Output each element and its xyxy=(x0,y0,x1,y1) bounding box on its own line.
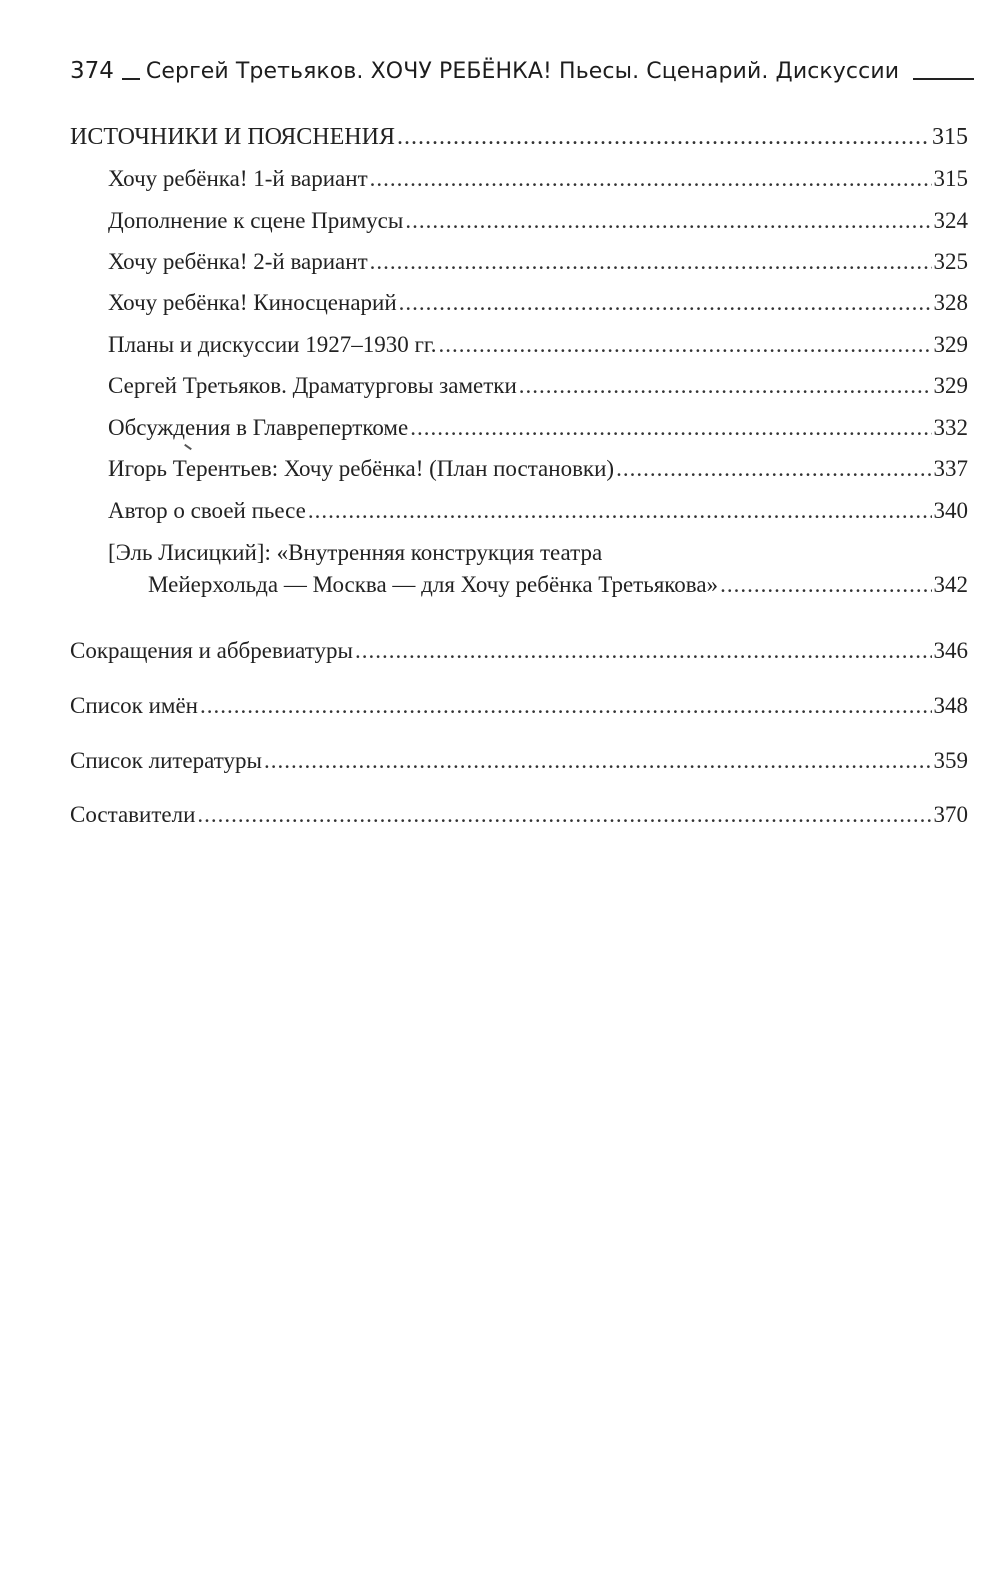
toc-entry-sources xyxy=(70,122,968,152)
print-mark xyxy=(184,444,192,450)
toc-entry-primus-addition xyxy=(108,206,968,236)
toc-entry-compilers xyxy=(70,800,968,830)
toc-entry-page: 324 xyxy=(933,208,968,233)
toc-entry-label: Список литературы xyxy=(70,748,262,773)
toc-entry-label: Дополнение к сцене Примусы xyxy=(108,208,404,233)
toc-entry-label: Хочу ребёнка! 1-й вариант xyxy=(108,166,368,191)
dot-leader xyxy=(405,206,931,236)
dot-leader xyxy=(720,570,931,600)
toc-entry-page: 359 xyxy=(933,748,968,773)
toc-entry-label: Автор о своей пьесе xyxy=(108,498,306,523)
dot-leader xyxy=(264,746,932,776)
page-number: 374 xyxy=(70,58,114,84)
toc-entry-label: Список имён xyxy=(70,693,198,718)
toc-entry-page: 328 xyxy=(933,290,968,315)
toc-entry-author-about-play xyxy=(108,496,968,526)
dot-leader xyxy=(397,122,930,152)
header-separator xyxy=(122,78,140,80)
toc-entry-page: 329 xyxy=(933,332,968,357)
toc-entry-page: 340 xyxy=(933,498,968,523)
toc-entry-page: 337 xyxy=(933,456,968,481)
dot-leader xyxy=(399,288,932,318)
dot-leader xyxy=(616,454,931,484)
toc-entry-page: 370 xyxy=(933,802,968,827)
dot-leader xyxy=(519,371,932,401)
toc-entry-page: 346 xyxy=(933,638,968,663)
toc-entry-plans-discussions xyxy=(108,330,968,360)
toc-entry-variant-2 xyxy=(108,247,968,277)
toc-entry-lissitzky xyxy=(148,570,968,600)
toc-entry-terentyev-plan xyxy=(108,454,968,484)
dot-leader xyxy=(355,636,932,666)
toc-entry-bibliography xyxy=(70,746,968,776)
dot-leader xyxy=(370,247,932,277)
toc-entry-variant-1 xyxy=(108,164,968,194)
dot-leader xyxy=(370,164,932,194)
toc-entry-dramaturg-notes xyxy=(108,371,968,401)
toc-entry-screenplay xyxy=(108,288,968,318)
dot-leader xyxy=(200,691,932,721)
toc-entry-page: 348 xyxy=(933,693,968,718)
header-rule xyxy=(913,78,974,80)
running-title: Сергей Третьяков. ХОЧУ РЕБЁНКА! Пьесы. Сценарий. Дискуссии xyxy=(145,59,900,84)
toc-entry-label: Сергей Третьяков. Драматурговы заметки xyxy=(108,373,517,398)
toc-entry-name-index xyxy=(70,691,968,721)
toc-entry-label: Сокращения и аббревиатуры xyxy=(70,638,353,663)
running-header xyxy=(70,58,974,94)
toc-entry-label: ИСТОЧНИКИ И ПОЯСНЕНИЯ xyxy=(70,124,395,150)
toc-entry-page: 315 xyxy=(933,166,968,191)
dot-leader xyxy=(439,330,932,360)
toc-entry-label: Игорь Терентьев: Хочу ребёнка! (План постановки) xyxy=(108,456,615,481)
toc-entry-page: 332 xyxy=(933,415,968,440)
dot-leader xyxy=(308,496,932,526)
toc-entry-label: Обсуждения в Главреперткоме xyxy=(108,415,409,440)
toc-entry-label: Планы и дискуссии 1927–1930 гг. xyxy=(108,332,437,357)
toc-entry-abbreviations xyxy=(70,636,968,666)
toc-entry-glavrepertkom xyxy=(108,413,968,443)
toc-entry-lissitzky-line1: [Эль Лисицкий]: «Внутренняя конструкция театра xyxy=(108,540,603,565)
toc-entry-page: 325 xyxy=(933,249,968,274)
toc-entry-page: 342 xyxy=(933,572,968,597)
toc-entry-label: Составители xyxy=(70,802,196,827)
toc-entry-label: Мейерхольда — Москва — для Хочу ребёнка Третьякова» xyxy=(148,572,719,597)
dot-leader xyxy=(197,800,931,830)
toc-entry-label: Хочу ребёнка! 2-й вариант xyxy=(108,249,368,274)
toc-entry-page: 329 xyxy=(933,373,968,398)
toc-entry-label: Хочу ребёнка! Киносценарий xyxy=(108,290,397,315)
dot-leader xyxy=(410,413,931,443)
toc-entry-page: 315 xyxy=(932,124,968,150)
